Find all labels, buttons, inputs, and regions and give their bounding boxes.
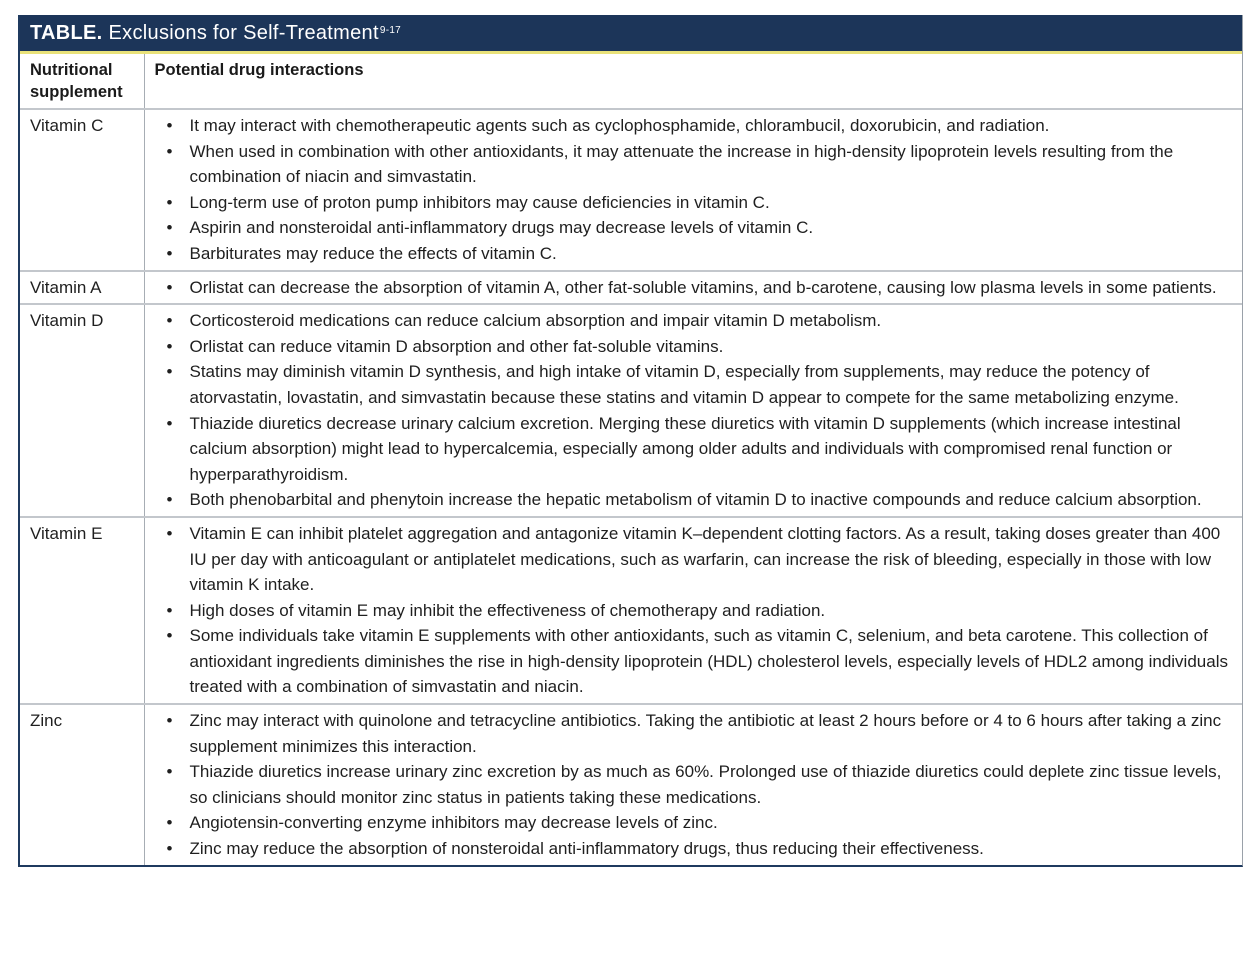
interaction-item: • Long-term use of proton pump inhibitors may cause deficiencies in vitamin C. xyxy=(167,190,1231,216)
table-title-refs: 9-17 xyxy=(379,24,402,36)
interaction-item: • Corticosteroid medications can reduce calcium absorption and impair vitamin D metabolism. xyxy=(167,308,1231,334)
interaction-item: • Orlistat can decrease the absorption of vitamin A, other fat-soluble vitamins, and b-carotene, causing low plasma levels in some patients. xyxy=(167,275,1231,301)
interactions-cell xyxy=(144,304,1242,517)
interaction-item: • Vitamin E can inhibit platelet aggregation and antagonize vitamin K–dependent clotting factors. As a result, taking doses greater than 400 IU per day with anticoagulant or antiplatelet medications, such as warfarin, can increase the risk of bleeding, especially in those with low vitamin K intake. xyxy=(167,521,1231,598)
interaction-item: • Thiazide diuretics decrease urinary calcium excretion. Merging these diuretics with vitamin D supplements (which increase intestinal calcium absorption) might lead to hypercalcemia, especially among older adults and individuals with compromised renal function or hyperparathyroidism. xyxy=(167,411,1231,488)
interaction-item: • Statins may diminish vitamin D synthesis, and high intake of vitamin D, especially from supplements, may reduce the potency of atorvastatin, lovastatin, and simvastatin because these statins and vitamin D appear to compete for the same metabolizing enzyme. xyxy=(167,359,1231,410)
header-nutritional-supplement: Nutritional supplement xyxy=(20,54,144,109)
table-row xyxy=(20,517,1242,704)
table-row xyxy=(20,304,1242,517)
table-header-row xyxy=(20,54,1242,109)
supplement-name: Vitamin E xyxy=(20,517,144,704)
interaction-item: • Barbiturates may reduce the effects of vitamin C. xyxy=(167,241,1231,267)
interactions-list xyxy=(167,308,1231,513)
interactions-cell xyxy=(144,517,1242,704)
table-title-bar xyxy=(20,15,1242,54)
interaction-item: • Both phenobarbital and phenytoin increase the hepatic metabolism of vitamin D to inactive compounds and reduce calcium absorption. xyxy=(167,487,1231,513)
interactions-cell xyxy=(144,109,1242,271)
interaction-item: • Zinc may interact with quinolone and tetracycline antibiotics. Taking the antibiotic at least 2 hours before or 4 to 6 hours after taking a zinc supplement minimizes this interaction. xyxy=(167,708,1231,759)
interaction-item: • It may interact with chemotherapeutic agents such as cyclophosphamide, chlorambucil, doxorubicin, and radiation. xyxy=(167,113,1231,139)
table-row xyxy=(20,271,1242,305)
supplement-name: Vitamin A xyxy=(20,271,144,305)
interaction-item: • Aspirin and nonsteroidal anti-inflammatory drugs may decrease levels of vitamin C. xyxy=(167,215,1231,241)
supplement-table xyxy=(20,54,1242,865)
header-potential-drug-interactions: Potential drug interactions xyxy=(144,54,1242,109)
interactions-cell xyxy=(144,271,1242,305)
interaction-item: • Angiotensin-converting enzyme inhibitors may decrease levels of zinc. xyxy=(167,810,1231,836)
interactions-list xyxy=(167,113,1231,267)
supplement-name: Zinc xyxy=(20,704,144,865)
table-label: TABLE. xyxy=(30,21,103,44)
interaction-item: • Thiazide diuretics increase urinary zinc excretion by as much as 60%. Prolonged use of thiazide diuretics could deplete zinc tissue levels, so clinicians should monitor zinc status in patients taking these medications. xyxy=(167,759,1231,810)
interaction-item: • When used in combination with other antioxidants, it may attenuate the increase in high-density lipoprotein levels resulting from the combination of niacin and simvastatin. xyxy=(167,139,1231,190)
table-row xyxy=(20,109,1242,271)
table-row xyxy=(20,704,1242,865)
exclusions-table xyxy=(18,15,1243,867)
table-title: Exclusions for Self-Treatment xyxy=(108,21,379,44)
interaction-item: • High doses of vitamin E may inhibit the effectiveness of chemotherapy and radiation. xyxy=(167,598,1231,624)
interactions-list xyxy=(167,521,1231,700)
interactions-list xyxy=(167,708,1231,862)
supplement-name: Vitamin C xyxy=(20,109,144,271)
interactions-cell xyxy=(144,704,1242,865)
interaction-item: • Orlistat can reduce vitamin D absorption and other fat-soluble vitamins. xyxy=(167,334,1231,360)
interaction-item: • Zinc may reduce the absorption of nonsteroidal anti-inflammatory drugs, thus reducing their effectiveness. xyxy=(167,836,1231,862)
interaction-item: • Some individuals take vitamin E supplements with other antioxidants, such as vitamin C, selenium, and beta carotene. This collection of antioxidant ingredients diminishes the rise in high-density lipoprotein (HDL) cholesterol levels, especially levels of HDL2 among individuals treated with a combination of simvastatin and niacin. xyxy=(167,623,1231,700)
supplement-name: Vitamin D xyxy=(20,304,144,517)
interactions-list xyxy=(167,275,1231,301)
table-body xyxy=(20,109,1242,865)
